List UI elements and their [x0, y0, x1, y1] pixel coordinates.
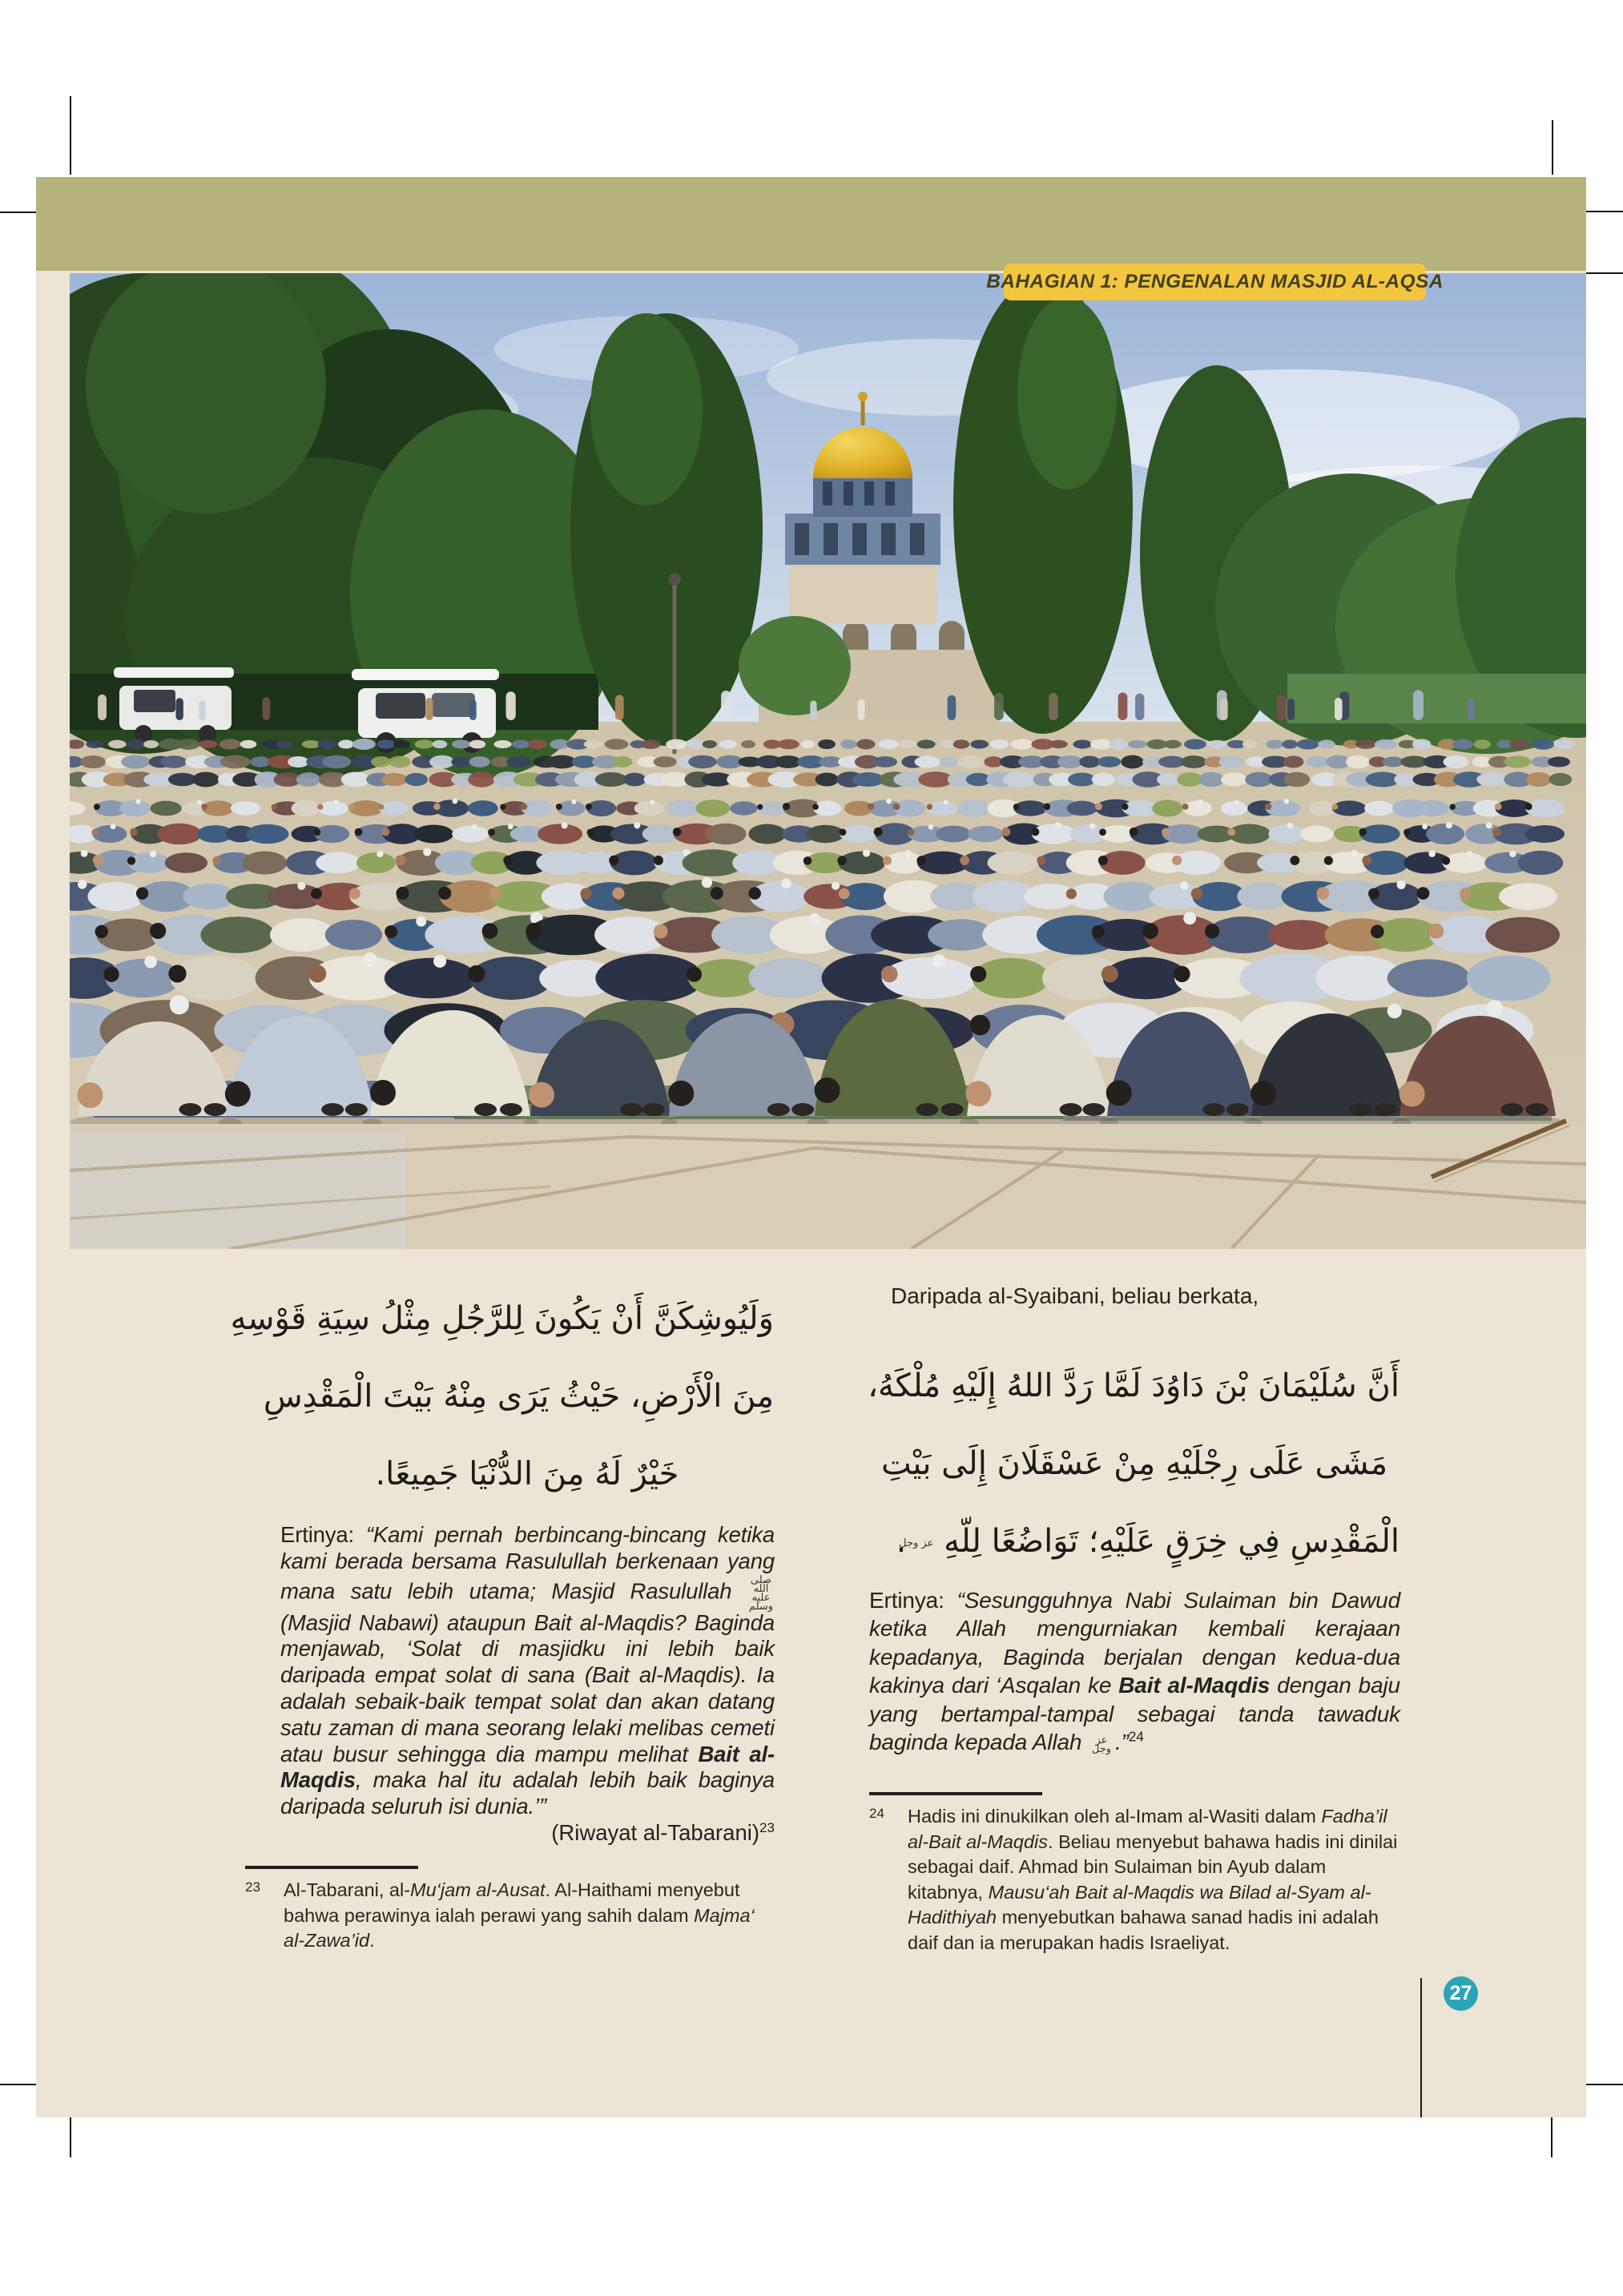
footnote-rule-right [869, 1792, 1042, 1795]
translation-right: Ertinya: “Sesungguhnya Nabi Sulaiman bin Dawud ketika Allah mengurniakan kembali kerajaan kepadanya, Baginda berjalan dengan kedua-dua kakinya dari ‘Asqalan ke Bait al-Maqdis dengan baju yang bertampal-tampal sebagai tanda tawaduk baginda kepada Allah عز وجل .”$^{24}$ [869, 1588, 1400, 1755]
footnote-marker: 23 [245, 1879, 260, 1895]
crop-mark-top-right-h [1586, 211, 1623, 212]
crop-mark-bottom-left-h [0, 2084, 36, 2085]
translation-left: Ertinya: “Kami pernah berbincang-bincang ketika kami berada bersama Rasulullah berkenaan yang mana satu lebih utama; Masjid Rasulullah صلى الله عليه وسلم (Masjid Nabawi) ataupun Bait al-Maqdis? Baginda menjawab, ‘Solat di masjidku ini lebih baik daripada empat solat di sana (Bait al-Maqdis). Ia adalah sebaik-baik tempat solat dan akan datang satu zaman di mana seorang lelaki melibas cemeti atau busur sehingga dia mampu melihat Bait al-Maqdis, maka hal itu adalah lebih baik baginya daripada seluruh isi dunia.’” [280, 1522, 775, 1819]
photo-prayer-at-masjid-alaqsa [70, 273, 1586, 1249]
arabic-line: أَنَّ سُلَيْمَانَ بْنَ دَاوُدَ لَمَّا رَدَّ اللهُ إِلَيْهِ مُلْكَهُ، [868, 1368, 1399, 1404]
page-number-badge [1444, 1976, 1478, 2011]
footnote-24 [869, 1804, 1401, 1956]
crop-mark-top-left-h [0, 211, 36, 213]
header-band [36, 177, 1586, 271]
arabic-hadith-right [869, 1347, 1399, 1581]
footnote-text: Al-Tabarani, al-Mu‘jam al-Ausat. Al-Haithami menyebut bahwa perawinya ialah perawi yang sahih dalam Majma‘ al-Zawa’id. [284, 1879, 755, 1952]
page-number: 27 [1449, 1982, 1472, 2004]
section-label [986, 264, 1444, 300]
intro-line: Daripada al-Syaibani, beliau berkata, [891, 1283, 1259, 1308]
photo-illustration [70, 273, 1586, 1249]
arabic-hadith-left [230, 1280, 774, 1513]
crop-mark-top-left-v [70, 96, 71, 175]
arabic-line: خَيْرٌ لَهُ مِنَ الدُّنْيَا جَمِيعًا. [375, 1456, 679, 1492]
crop-mark-bottom-left-v [70, 2117, 71, 2157]
footnote-marker: 24 [869, 1806, 884, 1821]
crop-mark-top-right-v [1552, 120, 1553, 175]
photo-pavement-foreground [70, 1121, 1586, 1249]
arabic-line: مِنَ الْأَرْضِ، حَيْثُ يَرَى مِنْهُ بَيْتَ الْمَقْدِسِ [263, 1378, 774, 1415]
arabic-line: الْمَقْدِسِ فِي خِرَقٍ عَلَيْهِ؛ تَوَاضُعًا لِلّهِ عز وجل. [896, 1523, 1399, 1560]
section-label-text: BAHAGIAN 1: PENGENALAN MASJID AL-AQSA [986, 271, 1444, 292]
crop-mark-bottom-right-h [1586, 2084, 1623, 2085]
page-number-rule [1420, 1978, 1422, 2117]
arabic-line: مَشَى عَلَى رِجْلَيْهِ مِنْ عَسْقَلَانَ إِلَى بَيْتِ [880, 1445, 1387, 1482]
crop-mark-bottom-right-v [1551, 2117, 1553, 2157]
arabic-line: وَلَيُوشِكَنَّ أَنْ يَكُونَ لِلرَّجُلِ مِثْلُ سِيَةِ قَوْسِهِ [230, 1300, 774, 1337]
footnote-23 [245, 1878, 775, 1954]
attribution-tabarani: (Riwayat al-Tabarani)$^{23}$ [551, 1819, 775, 1845]
footnote-text: Hadis ini dinukilkan oleh al-Imam al-Wasiti dalam Fadha’il al-Bait al-Maqdis. Beliau menyebut bahawa hadis ini dinilai sebagai daif. Ahmad bin Sulaiman bin Ayub dalam kitabnya, Mausu‘ah Bait al-Maqdis wa Bilad al-Syam al-Hadithiyah menyebutkan bahawa sanad hadis ini adalah daif dan ia merupakan hadis Israeliyat. [908, 1806, 1398, 1953]
footnote-rule-left [245, 1866, 418, 1869]
